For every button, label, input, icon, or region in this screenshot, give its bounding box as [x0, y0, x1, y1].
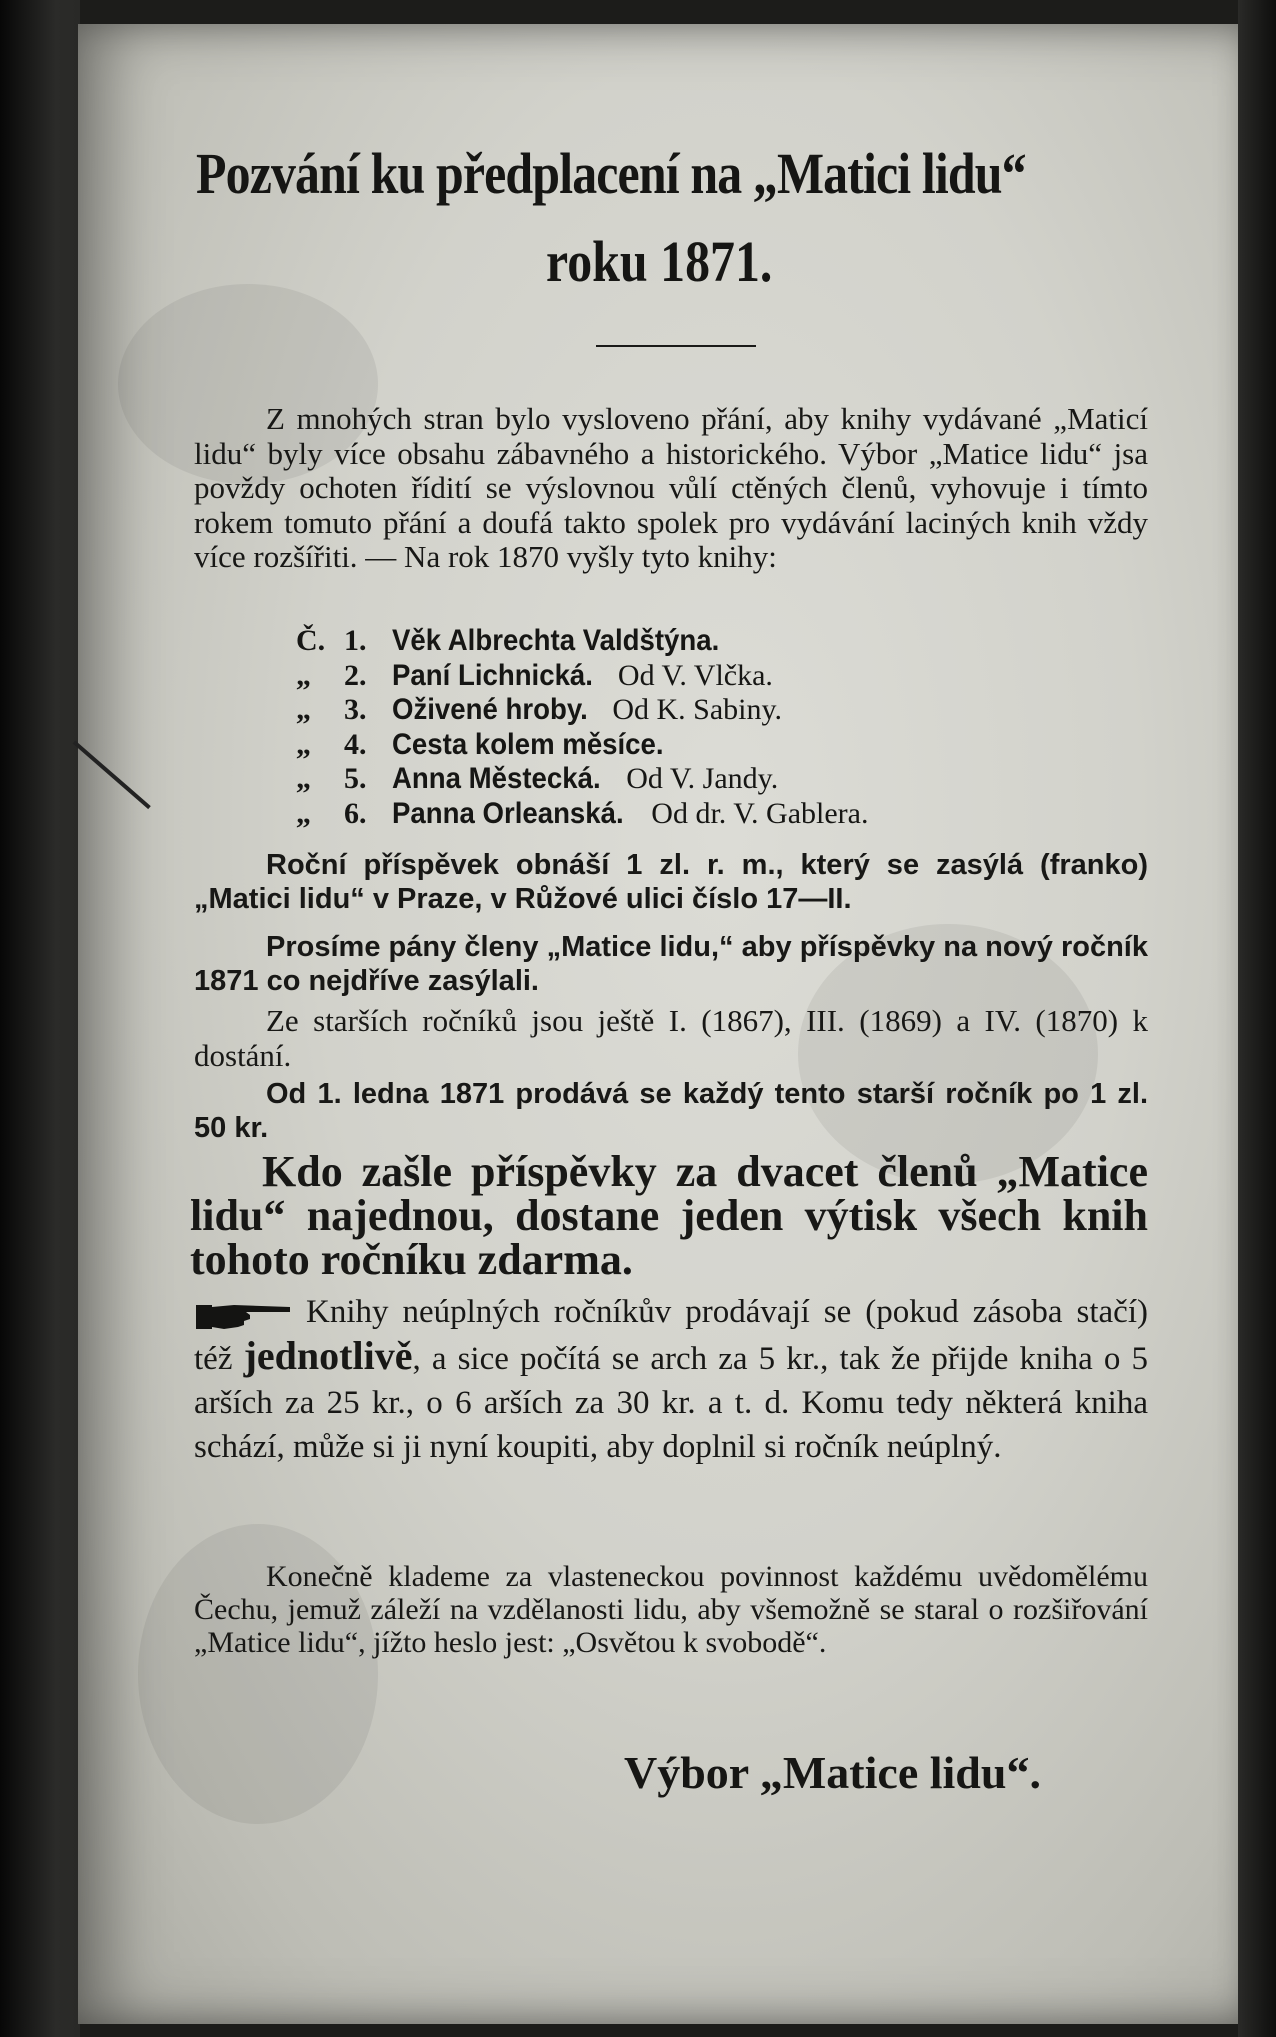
page-title-line-2: roku 1871. [546, 229, 773, 294]
book-list-item [296, 728, 869, 763]
book-mark: Č. [296, 624, 326, 657]
book-title: Oživené hroby. [392, 693, 588, 727]
book-list-item [296, 659, 869, 694]
book-mark: „ [296, 727, 311, 761]
request-paragraph: Prosíme pány členy „Matice lidu,“ aby příspěvky na nový ročník 1871 co nejdříve zasýlali. [194, 931, 1148, 997]
book-list-item [296, 797, 869, 832]
price-paragraph: Od 1. ledna 1871 prodává se každý tento starší ročník po 1 zl. 50 kr. [194, 1078, 1148, 1144]
signature: Výbor „Matice lidu“. [624, 1747, 1041, 1798]
closing-paragraph: Konečně klademe za vlasteneckou povinnost každému uvědomělému Čechu, jemuž záleží na vzdělanosti lidu, aby všemožně se staral o rozšiřování „Matice lidu“, jížto heslo jest: „Osvětou k svobodě“. [194, 1560, 1148, 1659]
book-mark: „ [296, 796, 311, 830]
annual-fee-paragraph: Roční příspěvek obnáší 1 zl. r. m., který se zasýlá (franko) „Matici lidu“ v Praze, v Růžové ulici číslo 17—II. [194, 849, 1148, 915]
intro-paragraph: Z mnohých stran bylo vysloveno přání, aby knihy vydávané „Maticí lidu“ byly více obsahu zábavného a historického. Výbor „Matice lidu“ jsa povždy ochoten řídití se výslovnou vůlí ctěných členů, vyhovuje i tímto rokem tomuto přání a doufá takto spolek pro vydávání laciných knih vždy více rozšířiti. — Na rok 1870 vyšly tyto knihy: [194, 401, 1148, 574]
book-author: Od V. Jandy. [626, 762, 779, 796]
scan-left-border [0, 0, 80, 2037]
book-author: Od dr. V. Gablera. [651, 796, 869, 830]
title-divider [596, 345, 756, 347]
book-list [296, 624, 869, 832]
book-number: 4. [344, 727, 367, 761]
older-volumes-paragraph: Ze starších ročníků jsou ještě I. (1867), III. (1869) a IV. (1870) k dostání. [194, 1003, 1148, 1073]
book-title: Věk Albrechta Valdštýna. [392, 624, 720, 657]
book-author: Od K. Sabiny. [612, 693, 783, 727]
book-title: Panna Orleanská. [392, 796, 624, 830]
incomplete-text-emphasis: jednotlivě [243, 1333, 413, 1378]
book-author: Od V. Vlčka. [617, 658, 773, 692]
incomplete-text-start: Knihy neúplných ročníkův prodávají se (pokud zásoba stačí) též [194, 1294, 1148, 1377]
book-title: Cesta kolem měsíce. [392, 727, 664, 761]
bonus-offer-paragraph: Kdo zašle příspěvky za dvacet členů „Matice lidu“ najednou, dostane jeden výtisk všech knih tohoto ročníku zdarma. [190, 1147, 1148, 1284]
incomplete-volumes-paragraph [194, 1290, 1148, 1469]
scan-right-border [1238, 0, 1276, 2037]
book-list-item [296, 693, 869, 728]
book-number: 1. [344, 624, 367, 657]
book-list-item [296, 624, 869, 659]
book-title: Paní Lichnická. [392, 658, 593, 692]
book-mark: „ [296, 762, 311, 796]
page-title-line-1: Pozvání ku předplacení na „Matici lidu“ [196, 141, 1026, 206]
book-number: 3. [344, 693, 367, 727]
book-number: 2. [344, 658, 367, 692]
book-mark: „ [296, 658, 311, 692]
book-number: 5. [344, 762, 367, 796]
pointing-hand-icon [194, 1299, 292, 1329]
incomplete-text-end: , a sice počítá se arch za 5 kr., tak že přijde kniha o 5 arších za 25 kr., o 6 arších za 30 kr. a t. d. Komu tedy některá kniha schází, může si ji nyní koupiti, aby doplnil si ročník neúplný. [194, 1341, 1149, 1465]
book-number: 6. [344, 796, 367, 830]
book-list-item [296, 762, 869, 797]
book-title: Anna Městecká. [392, 762, 601, 796]
book-mark: „ [296, 693, 311, 727]
